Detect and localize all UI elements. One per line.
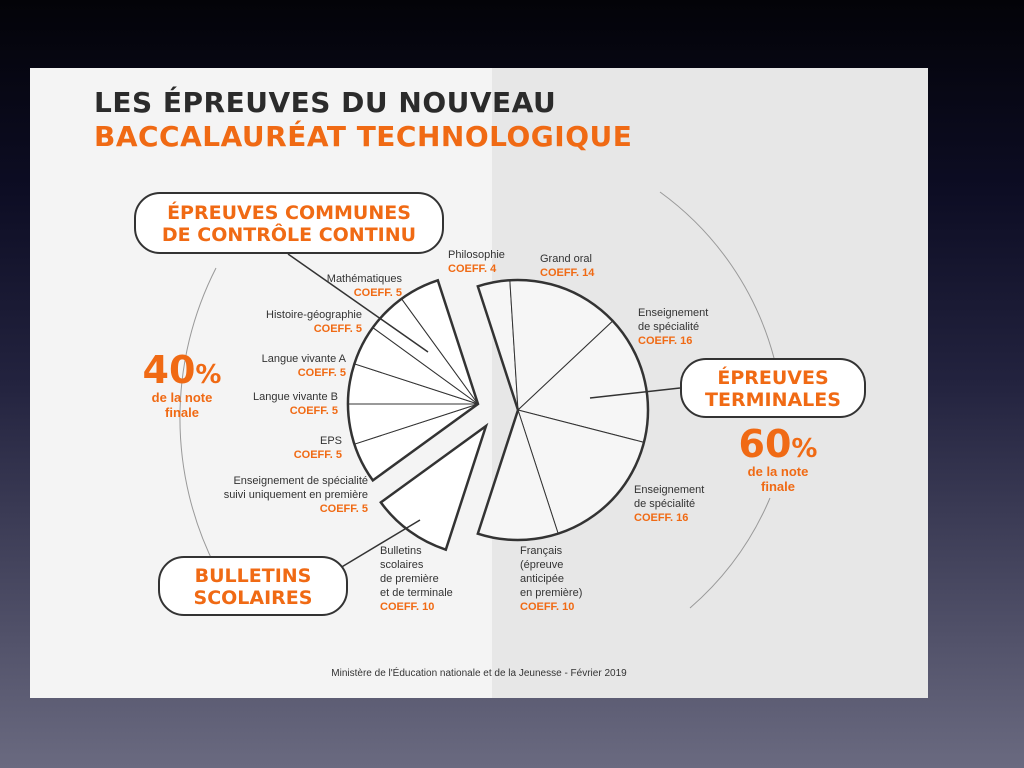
percent-40-unit: % — [195, 360, 222, 390]
label-francais-coeff: COEFF. 10 — [520, 601, 575, 613]
label-grand-oral-name: Grand oral — [540, 253, 592, 265]
label-philosophie — [448, 248, 505, 276]
title-line-2: BACCALAURÉAT TECHNOLOGIQUE — [94, 120, 633, 153]
controle-continu-line-2: DE CONTRÔLE CONTINU — [161, 224, 417, 246]
label-specialite-terminale-1-line-1: Enseignement — [638, 307, 709, 319]
label-bulletins — [380, 544, 453, 614]
controle-continu-line-1: ÉPREUVES COMMUNES — [167, 202, 411, 224]
label-histoire-geographie-name: Histoire-géographie — [266, 309, 362, 321]
percent-40-sub-2: finale — [165, 405, 199, 420]
label-bulletins-line-3: de première — [380, 573, 439, 585]
source-credit: Ministère de l'Éducation nationale et de la Jeunesse - Février 2019 — [331, 668, 627, 679]
label-specialite-terminale-2-coeff: COEFF. 16 — [634, 512, 689, 524]
percent-40-sub-1: de la note — [151, 390, 213, 405]
label-langue-vivante-b — [253, 390, 338, 418]
label-langue-vivante-b-coeff: COEFF. 5 — [289, 405, 338, 417]
label-bulletins-line-4: et de terminale — [380, 587, 453, 599]
label-eps-coeff: COEFF. 5 — [293, 449, 342, 461]
label-bulletins-line-2: scolaires — [380, 559, 424, 571]
label-mathematiques-name: Mathématiques — [326, 273, 402, 285]
percent-60 — [730, 424, 826, 494]
label-francais-line-3: anticipée — [520, 573, 565, 585]
label-specialite-premiere-line-1: Enseignement de spécialité — [233, 475, 368, 487]
label-francais — [520, 544, 582, 614]
label-histoire-geographie — [266, 308, 362, 336]
label-francais-line-4: en première) — [520, 587, 583, 599]
bulletins-line-1: BULLETINS — [194, 565, 312, 587]
label-mathematiques — [327, 272, 402, 300]
label-philosophie-coeff: COEFF. 4 — [448, 263, 497, 275]
percent-60-value: 60 — [738, 422, 792, 466]
terminales-line-2: TERMINALES — [705, 389, 841, 411]
label-bulletins-line-1: Bulletins — [380, 545, 422, 557]
label-specialite-terminale-2-line-2: de spécialité — [634, 498, 696, 510]
percent-60-sub-2: finale — [761, 479, 795, 494]
label-specialite-terminale-1-coeff: COEFF. 16 — [638, 335, 693, 347]
label-eps-name: EPS — [319, 435, 342, 447]
label-mathematiques-coeff: COEFF. 5 — [353, 287, 402, 299]
label-grand-oral-coeff: COEFF. 14 — [540, 267, 595, 279]
controle-continu-pill — [134, 192, 444, 254]
label-francais-line-1: Français — [520, 545, 563, 557]
label-eps — [294, 434, 342, 462]
label-grand-oral — [540, 252, 594, 280]
label-specialite-premiere-line-2: suivi uniquement en première — [223, 489, 368, 501]
terminales-line-1: ÉPREUVES — [717, 367, 829, 389]
percent-60-sub-1: de la note — [747, 464, 809, 479]
title-line-1: LES ÉPREUVES DU NOUVEAU — [94, 86, 557, 119]
label-langue-vivante-a-coeff: COEFF. 5 — [297, 367, 346, 379]
percent-40 — [134, 350, 230, 420]
label-specialite-terminale-2-line-1: Enseignement — [634, 484, 705, 496]
label-specialite-premiere — [224, 474, 368, 516]
label-langue-vivante-a — [262, 352, 346, 380]
label-langue-vivante-a-name: Langue vivante A — [261, 353, 346, 365]
label-specialite-premiere-coeff: COEFF. 5 — [319, 503, 368, 515]
label-philosophie-name: Philosophie — [448, 249, 505, 261]
label-histoire-geographie-coeff: COEFF. 5 — [313, 323, 362, 335]
label-francais-line-2: (épreuve — [520, 559, 564, 571]
label-specialite-terminale-1-line-2: de spécialité — [638, 321, 700, 333]
bulletins-line-2: SCOLAIRES — [193, 587, 313, 609]
label-specialite-terminale-2 — [634, 483, 704, 525]
percent-40-value: 40 — [142, 348, 196, 392]
slide — [30, 68, 928, 698]
label-specialite-terminale-1 — [638, 306, 708, 348]
label-langue-vivante-b-name: Langue vivante B — [252, 391, 338, 403]
percent-60-unit: % — [791, 434, 818, 464]
label-bulletins-coeff: COEFF. 10 — [380, 601, 435, 613]
bulletins-pill — [158, 556, 348, 616]
terminales-pill — [680, 358, 866, 418]
